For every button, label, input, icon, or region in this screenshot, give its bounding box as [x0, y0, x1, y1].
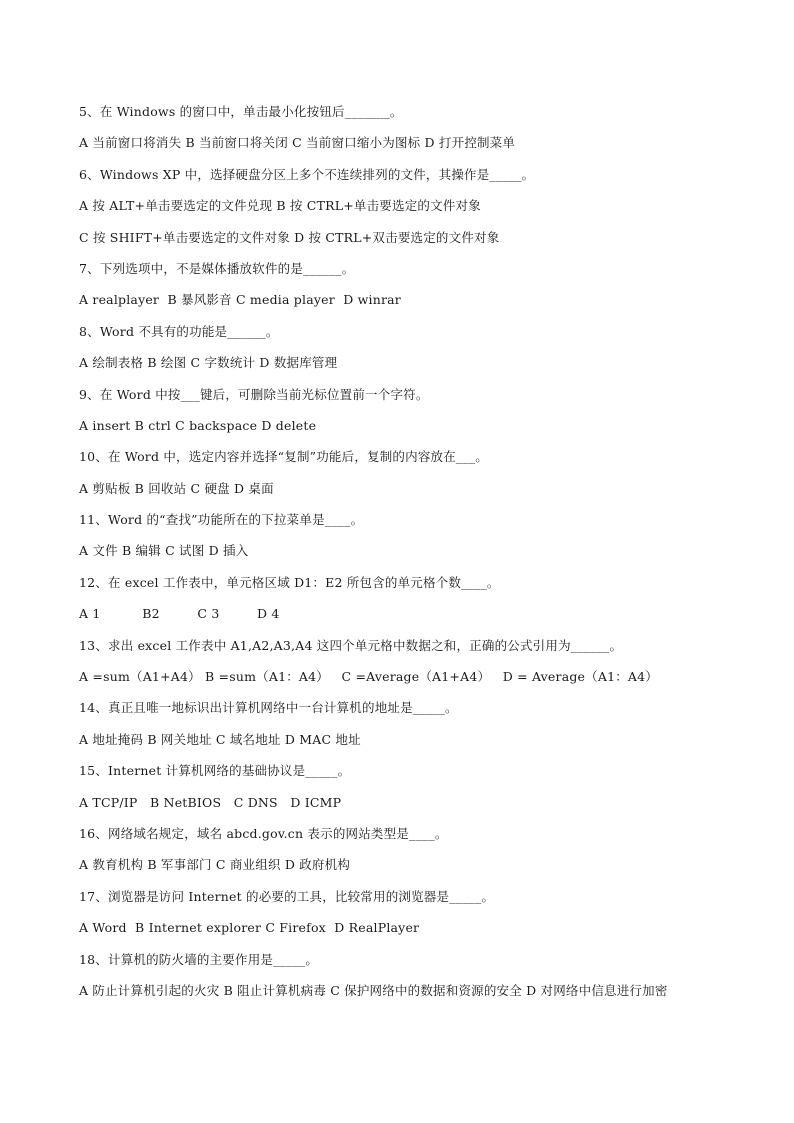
question-9: 9、在 Word 中按___键后，可删除当前光标位置前一个字符。 — [79, 386, 429, 402]
options-14: A 地址掩码 B 网关地址 C 域名地址 D MAC 地址 — [79, 731, 361, 747]
question-6: 6、Windows XP 中，选择硬盘分区上多个不连续排列的文件，其操作是_____。 — [79, 166, 535, 182]
options-5: A 当前窗口将消失 B 当前窗口将关闭 C 当前窗口缩小为图标 D 打开控制菜单 — [79, 135, 516, 151]
options-13: A =sum（A1+A4） B =sum（A1：A4） C =Average（A1+A4） D = Average（A1：A4） — [79, 669, 659, 685]
question-16: 16、网络域名规定，域名 abcd.gov.cn 表示的网站类型是____。 — [79, 825, 448, 841]
question-18: 18、计算机的防火墙的主要作用是_____。 — [79, 951, 319, 967]
question-12: 12、在 excel 工作表中，单元格区域 D1：E2 所包含的单元格个数____。 — [79, 574, 500, 590]
options-12: A 1 B2 C 3 D 4 — [79, 606, 280, 622]
question-5: 5、在 Windows 的窗口中，单击最小化按钮后_______。 — [79, 104, 403, 119]
options-6-ab: A 按 ALT+单击要选定的文件兑现 B 按 CTRL+单击要选定的文件对象 — [79, 198, 481, 214]
question-10: 10、在 Word 中，选定内容并选择“复制”功能后，复制的内容放在___。 — [79, 449, 488, 465]
options-6-cd: C 按 SHIFT+单击要选定的文件对象 D 按 CTRL+双击要选定的文件对象 — [79, 229, 500, 245]
options-8: A 绘制表格 B 绘图 C 字数统计 D 数据库管理 — [79, 355, 338, 371]
options-7: A realplayer B 暴风影音 C media player D winrar — [79, 292, 401, 308]
question-8: 8、Word 不具有的功能是______。 — [79, 323, 279, 339]
options-11: A 文件 B 编辑 C 试图 D 插入 — [79, 543, 249, 559]
options-9: A insert B ctrl C backspace D delete — [79, 417, 317, 433]
options-18: A 防止计算机引起的火灾 B 阻止计算机病毒 C 保护网络中的数据和资源的安全 D 对网络中信息进行加密 — [79, 982, 668, 998]
question-17: 17、浏览器是访问 Internet 的必要的工具，比较常用的浏览器是_____。 — [79, 888, 495, 904]
question-14: 14、真正且唯一地标识出计算机网络中一台计算机的地址是_____。 — [79, 700, 458, 716]
options-16: A 教育机构 B 军事部门 C 商业组织 D 政府机构 — [79, 857, 351, 873]
options-17: A Word B Internet explorer C Firefox D RealPlayer — [79, 920, 420, 936]
question-7: 7、下列选项中，不是媒体播放软件的是______。 — [79, 260, 355, 276]
options-10: A 剪贴板 B 回收站 C 硬盘 D 桌面 — [79, 480, 274, 496]
options-15: A TCP/IP B NetBIOS C DNS D ICMP — [79, 794, 342, 810]
document-page — [79, 96, 729, 1006]
question-15: 15、Internet 计算机网络的基础协议是_____。 — [79, 763, 351, 779]
question-13: 13、求出 excel 工作表中 A1,A2,A3,A4 这四个单元格中数据之和，正确的公式引用为______。 — [79, 637, 623, 653]
question-11: 11、Word 的“查找”功能所在的下拉菜单是____。 — [79, 512, 364, 528]
